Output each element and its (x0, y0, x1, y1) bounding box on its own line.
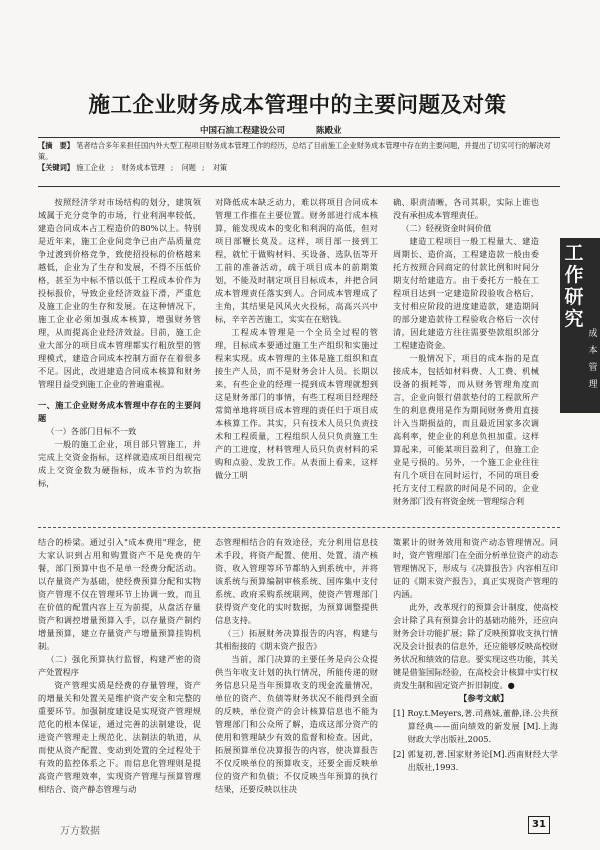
paragraph: 结合的桥梁。通过引入"成本费用"理念，使大家认识到占用和购置资产不是免费的午餐，部门预算中也不是单一经费分配活动。以存量资产为基础，使经费预算分配和实物资产管理不仅在管理环节上协调一致，而且在价值的配置内容上互为前提，从盘活存量资产和调控增量预算入手，以存量资产制约增量预算，建立存量资产与增量预算挂钩机制。 (38, 537, 201, 651)
paragraph: 一般的施工企业，项目部只管施工，并完成上交资金指标，这样就造成项目组视完成上交资金数为硬指标，成本节约为软指标， (38, 439, 201, 488)
upper-column-2 (215, 196, 378, 482)
author-line (200, 124, 460, 136)
article-title: 施工企业财务成本管理中的主要问题及对策 (88, 93, 507, 118)
keyword: 问题 (181, 163, 196, 172)
abstract-paragraph (38, 140, 560, 162)
paragraph: 资产管理实质是经费的存量管理，资产的增量关和处置关是维护资产安全和完整的重要环节。加强制度建设是实现资产管理规范化的根本保证，通过完善的法制建设，促进资产管理走上规范化、法制法的轨道，从而使从资产配置、变动到处置的全过程处于有效的监控体系之下。而信息化管理则是提高资产管理效率，实现资产管理与预算管理相结合、资产静态管理与动 (38, 680, 201, 794)
references-heading: 【参考文献】 (459, 693, 509, 703)
paragraph: 当前，部门决算的主要任务是向公众提供当年收支计划的执行情况，所能传递的财务信息只是当年预算收支的现金流量情况，单位的资产、负债等财务状况不能得到全面的反映，单位资产的会计核算信息也不能为管理部门和公众所了解，造成这部分资产的使用和管理缺少有效的监督和检查。因此，拓展预算单位决算报告的内容，使决算报告不仅反映单位的预算收支，还要全面反映单位的资产和负债；不仅反映当年预算的执行结果，还要反映以往决 (215, 654, 378, 794)
top-rule (38, 137, 560, 138)
lower-column-3 (393, 536, 558, 774)
paragraph: 一般情况下，项目的成本指的是直接成本，包括如材料费、人工费、机械设备的损耗等，而从财务管理角度而言，企业向银行借款垫付的工程款所产生的利息费用是作为期间财务费用直接计入当期损益的，而且最近国家多次调高利率，使企业的利息负担加重。这样算起来，可能某项目盈利了，但施工企业是亏损的。另外，一个施工企业往往有几个项目在同时运行，不同的项目委托方支付工程款的时间是不同的，企业财务部门没有将资金统一管理综合利 (393, 353, 539, 506)
watermark-text: 万方数据 (60, 826, 100, 837)
subsection-heading: （二）轻视资金时间价值 (401, 223, 492, 233)
paragraph: 工程成本管理是一个全员全过程的管理，目标成本要通过施工生产组织和实施过程来实现。成本管理的主体是施工组织和直接生产人员，而不是财务会计人员。长期以来，有些企业的经理一提到成本管理就想到这是财务部门的事情，有些工程项目经理经常简单地将项目成本管理的责任归于项目成本核算工作。其实，只有技术人员只负责技术和工程质量，工程组织人员只负责施工生产的工进度，材料管理人员只负责材料的采购和点验、发放工作。从表面上看来，这样做分工明 (215, 327, 378, 480)
abstract-text: 笔者结合多年来担任国内外大型工程项目财务成本管理工作的经历，总结了目前施工企业财务成本管理中存在的主要问题，并提出了切实可行的解决对策。 (38, 141, 551, 161)
reference-item: [2] 郭复初,著.国家财务论[M].西南财经大学出版社,1993. (393, 749, 558, 772)
paragraph: 此外，改革现行的预算会计制度，使高校会计除了具有预算会计的基础功能外，还应向财务会计功能扩展；除了反映预算收支执行情况及会计报表的信息外，还应能够反映高校财务状况和绩效的信息。要实现这些功能，其关键是借鉴国际经验，在高校会计核算中实行权责发生制和固定资产折旧制度。● (393, 602, 558, 690)
page-divider (38, 527, 560, 528)
section-heading: 一、施工企业财务成本管理中存在的主要问题 (38, 400, 201, 423)
abstract-rule (38, 186, 560, 187)
paragraph: 确、职责清晰，各司其职，实际上谁也没有承担成本管理责任。 (393, 197, 539, 220)
paragraph: 策累计的财务效用和资产动态管理情况。同时，资产管理部门在全面分析单位资产的动态管理情况下，形成与《决算报告》内容相互印证的《期末资产报告》，真正实现资产管理的内涵。 (393, 537, 558, 599)
page-number: 31 (528, 816, 550, 834)
keyword: 对策 (212, 163, 228, 172)
paragraph: 建造工程项目一般工程量大、建造周期长、造价高，工程建造款一般由委托方按照合同商定的付款比例和时间分期支付给建造方。由于委托方一般在工程项目达到一定建造阶段验收合格后，支付相应阶段的进度建造款，建造期间的部分建造款待工程验收合格后一次付清，因此建造方往往需要垫款组织部分工程建造资金。 (393, 236, 539, 350)
subsection-heading: （一）各部门目标不一致 (46, 426, 137, 436)
abstract-label: 【摘 要】 (38, 141, 74, 150)
sidebar-sub-label: 成本管理 (588, 329, 598, 390)
author-affiliation: 中国石油工程建设公司 (200, 126, 286, 136)
subsection-heading: （三）拓展财务决算报告的内容，构建与其相衔接的《期末资产报告》 (215, 628, 378, 651)
paragraph: 按照经济学对市场结构的划分，建筑领域属于充分竞争的市场，行业利润率较低，建造合同成本占工程造价的80%以上。特别是近年来，施工企业间竞争已由产品质量竞争过渡到价格竞争，致使招投标的价格越来越低，企业为了生存和发展，不得不压低价格，甚至为中标不惜以低于工程成本价作为投标报价，导致企业经济效益下滑，严重危及施工企业的生存和发展。在这种情况下，施工企业必须加强成本核算，增强财务管理，从而提高企业经济效益。目前，施工企业大部分的项目成本管理都实行粗放型的管理模式，建造合同成本控制方面存在着很多不足。因此，改进建造合同成本核算和财务管理目益受到施工企业的普遍重视。 (38, 197, 201, 389)
paragraph: 对降低成本缺乏动力，难以将项目合同成本管理工作推在主要位置。财务部进行成本核算，能发现成本的变化和利润的高低，但对项目部鞭长莫及。这样，项目部一接到工程，就忙于做购材料、买设备、选队伍等开工前的准备活动，疏于项目成本的前期策划，不能及时制定项目目标成本，并把合同成本管理责任落实到人。合同成本管理成了主角，其结果是风风火火投标，高高兴兴中标，辛辛苦苦施工，实实在在赔钱。 (215, 197, 378, 324)
keyword: 财务成本管理 (121, 163, 165, 172)
subsection-heading: （二）强化预算执行监督，构建严密的资产处置程序 (38, 654, 201, 677)
upper-column-3 (393, 196, 539, 508)
keywords-label: 【关键词】 (38, 163, 74, 172)
section-sidebar-tab (560, 238, 600, 413)
keyword: 施工企业 (76, 163, 106, 172)
paragraph: 态管理相结合的有效途径，充分利用信息技术手段，将资产配置、使用、处置、清产核资、收入管理等环节都纳入到系统中，并将该系统与预算编制审核系统、国库集中支付系统、政府采购系统联网，使资产管理部门获得资产变化的实时数据，为预算调整提供信息支持。 (215, 537, 378, 625)
lower-column-1 (38, 536, 201, 796)
abstract-block (38, 140, 560, 173)
lower-column-2 (215, 536, 378, 796)
reference-item: [1] Roy.t.Meyers,著.司燕妹,董静,译.公共预算经典——面向绩效的新发展 [M].上海财政大学出版社,2005. (393, 708, 558, 744)
keywords-paragraph: 【关键词】 施工企业 ; 财务成本管理 ; 问题 ; 对策 (38, 163, 228, 172)
author-name: 陈殿业 (315, 126, 342, 136)
upper-column-1 (38, 196, 201, 490)
sidebar-main-label: 工作研究 (564, 242, 584, 330)
